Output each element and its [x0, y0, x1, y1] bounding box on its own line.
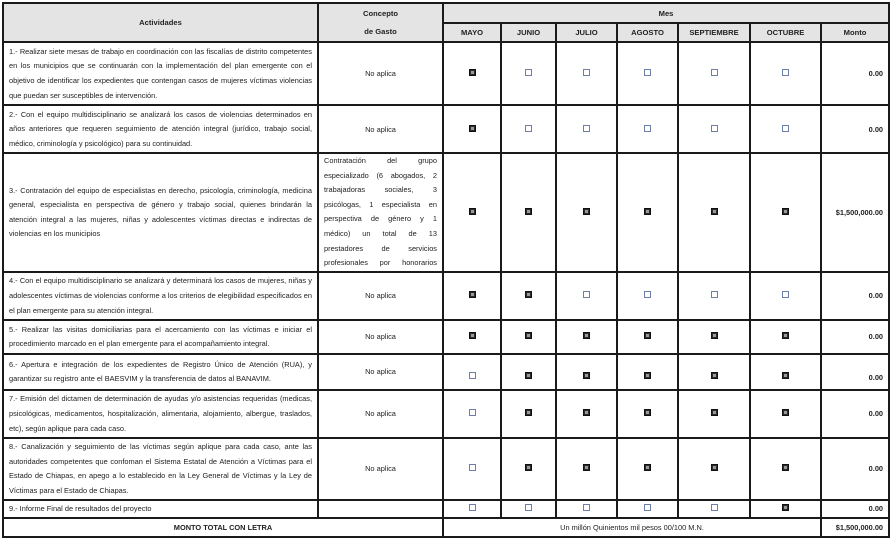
total-row [3, 518, 889, 537]
month-check-cell [443, 354, 501, 390]
month-check-cell [501, 390, 556, 438]
unchecked-box-icon[interactable] [469, 504, 476, 511]
table-row [3, 42, 889, 105]
month-check-cell [750, 153, 821, 272]
unchecked-box-icon[interactable] [644, 125, 651, 132]
table-row [3, 354, 889, 390]
concepto-cell: No aplica [318, 354, 443, 390]
month-check-cell [501, 500, 556, 518]
month-check-cell [678, 153, 750, 272]
month-check-cell [750, 272, 821, 320]
table-row [3, 438, 889, 500]
checked-box-icon[interactable] [782, 409, 789, 416]
concepto-cell: No aplica [318, 438, 443, 500]
checked-box-icon[interactable] [469, 291, 476, 298]
checked-box-icon[interactable] [525, 291, 532, 298]
header-concepto-line2: de Gasto [364, 26, 397, 36]
unchecked-box-icon[interactable] [644, 291, 651, 298]
header-concepto [318, 3, 443, 42]
total-label: MONTO TOTAL CON LETRA [3, 518, 443, 537]
header-concepto-line1: Concepto [362, 8, 398, 18]
checked-box-icon[interactable] [583, 372, 590, 379]
month-check-cell [617, 153, 678, 272]
unchecked-box-icon[interactable] [782, 69, 789, 76]
unchecked-box-icon[interactable] [469, 372, 476, 379]
concepto-cell: No aplica [318, 320, 443, 354]
activity-cell: 6.- Apertura e integración de los expedientes de Registro Único de Atención (RUA), y garantizar su registro ante el BAESVIM y la transferencia de datos al BANAVIM. [3, 354, 318, 390]
monto-cell: 0.00 [821, 42, 889, 105]
month-check-cell [556, 320, 617, 354]
month-check-cell [443, 390, 501, 438]
header-month-mayo: MAYO [443, 23, 501, 42]
month-check-cell [501, 438, 556, 500]
header-monto: Monto [821, 23, 889, 42]
checked-box-icon[interactable] [711, 208, 718, 215]
monto-cell: 0.00 [821, 438, 889, 500]
month-check-cell [443, 438, 501, 500]
month-check-cell [750, 390, 821, 438]
month-check-cell [750, 320, 821, 354]
month-check-cell [556, 272, 617, 320]
monto-cell: 0.00 [821, 500, 889, 518]
checked-box-icon[interactable] [525, 409, 532, 416]
month-check-cell [678, 42, 750, 105]
unchecked-box-icon[interactable] [583, 69, 590, 76]
unchecked-box-icon[interactable] [469, 409, 476, 416]
checked-box-icon[interactable] [644, 332, 651, 339]
checked-box-icon[interactable] [525, 372, 532, 379]
activity-cell: 8.- Canalización y seguimiento de las víctimas según aplique para cada caso, ante las autoridades competentes que confoman el Sistema Estatal de Atención a Víctimas para el Estado de Chiapas, en apego a lo establecido en la Ley General de Víctimas y la Ley de Víctimas para el Estado de Chiapas. [3, 438, 318, 500]
checked-box-icon[interactable] [711, 409, 718, 416]
activity-cell: 7.- Emisión del dictamen de determinación de ayudas y/o asistencias requeridas (medicas, psicológicas, medicamentos, hospitalización, alimentaria, alojamiento, albergue, traslados, etc), según aplique para cada caso. [3, 390, 318, 438]
unchecked-box-icon[interactable] [525, 125, 532, 132]
month-check-cell [556, 390, 617, 438]
activity-cell: 3.- Contratación del equipo de especialistas en derecho, psicología, criminología, medicina general, especialista en perspectiva de género y trabajo social, quienes brindarán la atención integral a las mujeres, niñas y adolescentes víctimas directas e indirectas de violencias en los municipios [3, 153, 318, 272]
activity-cell: 2.- Con el equipo multidisciplinario se analizará los casos de violencias determinados en años anteriores que requeren seguimiento de atención integral (jurídico, trabajo social, médico, criminología y psicológico) para su continuidad. [3, 105, 318, 153]
month-check-cell [556, 500, 617, 518]
month-check-cell [750, 354, 821, 390]
table-row [3, 500, 889, 518]
header-month-septiembre: SEPTIEMBRE [678, 23, 750, 42]
checked-box-icon[interactable] [469, 125, 476, 132]
month-check-cell [443, 272, 501, 320]
unchecked-box-icon[interactable] [711, 125, 718, 132]
month-check-cell [617, 390, 678, 438]
concepto-cell: No aplica [318, 272, 443, 320]
checked-box-icon[interactable] [583, 464, 590, 471]
monto-cell: 0.00 [821, 354, 889, 390]
header-actividades: Actividades [3, 3, 318, 42]
month-check-cell [556, 105, 617, 153]
checked-box-icon[interactable] [525, 464, 532, 471]
checked-box-icon[interactable] [583, 409, 590, 416]
month-check-cell [617, 42, 678, 105]
unchecked-box-icon[interactable] [782, 125, 789, 132]
concepto-cell: No aplica [318, 105, 443, 153]
table-row [3, 272, 889, 320]
monto-cell: 0.00 [821, 272, 889, 320]
month-check-cell [617, 105, 678, 153]
checked-box-icon[interactable] [525, 208, 532, 215]
checked-box-icon[interactable] [469, 208, 476, 215]
month-check-cell [617, 272, 678, 320]
monto-cell: $1,500,000.00 [821, 153, 889, 272]
month-check-cell [501, 105, 556, 153]
header-month-octubre: OCTUBRE [750, 23, 821, 42]
total-amount: $1,500,000.00 [821, 518, 889, 537]
month-check-cell [556, 153, 617, 272]
month-check-cell [750, 42, 821, 105]
concepto-line: trabajadoras sociales, 3 [324, 185, 437, 195]
unchecked-box-icon[interactable] [711, 69, 718, 76]
month-check-cell [617, 438, 678, 500]
month-check-cell [501, 354, 556, 390]
monto-cell: 0.00 [821, 320, 889, 354]
concepto-cell: No aplica [318, 42, 443, 105]
monto-cell: 0.00 [821, 390, 889, 438]
month-check-cell [678, 105, 750, 153]
checked-box-icon[interactable] [711, 372, 718, 379]
header-month-junio: JUNIO [501, 23, 556, 42]
monto-cell: 0.00 [821, 105, 889, 153]
concepto-line: prestadores de servicios [324, 243, 437, 253]
total-text: Un millón Quinientos mil pesos 00/100 M.N. [443, 518, 821, 537]
concepto-line: perspectiva de género y 1 [324, 214, 437, 224]
header-mes: Mes [443, 3, 889, 23]
table-row [3, 320, 889, 354]
unchecked-box-icon[interactable] [782, 291, 789, 298]
month-check-cell [678, 390, 750, 438]
table-row [3, 153, 889, 272]
unchecked-box-icon[interactable] [469, 464, 476, 471]
unchecked-box-icon[interactable] [583, 125, 590, 132]
month-check-cell [443, 500, 501, 518]
month-check-cell [750, 105, 821, 153]
unchecked-box-icon[interactable] [525, 69, 532, 76]
activities-table [2, 2, 890, 538]
checked-box-icon[interactable] [782, 464, 789, 471]
month-check-cell [443, 42, 501, 105]
month-check-cell [678, 500, 750, 518]
concepto-cell: No aplica [318, 390, 443, 438]
unchecked-box-icon[interactable] [583, 291, 590, 298]
month-check-cell [617, 320, 678, 354]
activity-cell: 1.- Realizar siete mesas de trabajo en coordinación con las fiscalías de distrito competentes en los municipios que se continuarán con la implementación del plan emergente con el objetivo de identificar los expedientes que contengan casos de mujeres víctimas violencias que puedan ser susceptibles de intervención. [3, 42, 318, 105]
checked-box-icon[interactable] [782, 504, 789, 511]
checked-box-icon[interactable] [525, 332, 532, 339]
checked-box-icon[interactable] [711, 332, 718, 339]
concepto-line: Contratación del grupo [324, 156, 437, 165]
month-check-cell [501, 153, 556, 272]
month-check-cell [678, 272, 750, 320]
month-check-cell [750, 500, 821, 518]
table-row [3, 390, 889, 438]
concepto-cell [318, 153, 443, 272]
month-check-cell [443, 320, 501, 354]
activity-cell: 5.- Realizar las visitas domiciliarias para el acercamiento con las víctimas e iniciar el procedimiento marcado en el plan emergente para el acompañamiento integral. [3, 320, 318, 354]
month-check-cell [501, 272, 556, 320]
checked-box-icon[interactable] [469, 332, 476, 339]
month-check-cell [617, 500, 678, 518]
header-month-agosto: AGOSTO [617, 23, 678, 42]
month-check-cell [501, 320, 556, 354]
unchecked-box-icon[interactable] [644, 69, 651, 76]
table-row [3, 105, 889, 153]
month-check-cell [678, 354, 750, 390]
checked-box-icon[interactable] [644, 208, 651, 215]
checked-box-icon[interactable] [583, 332, 590, 339]
checked-box-icon[interactable] [583, 208, 590, 215]
checked-box-icon[interactable] [782, 208, 789, 215]
month-check-cell [443, 153, 501, 272]
activity-cell: 4.- Con el equipo multidisciplinario se analizará y determinará los casos de mujeres, niñas y adolescentes víctimas de violencias conforme a los criterios de elegibilidad especificados en el plan emergente para su atención integral. [3, 272, 318, 320]
concepto-line: médico) un total de 13 [324, 228, 437, 238]
checked-box-icon[interactable] [711, 464, 718, 471]
month-check-cell [556, 42, 617, 105]
month-check-cell [678, 320, 750, 354]
concepto-cell [318, 500, 443, 518]
concepto-line: psicólogas, 1 especialista en [324, 199, 437, 209]
month-check-cell [556, 438, 617, 500]
unchecked-box-icon[interactable] [583, 504, 590, 511]
checked-box-icon[interactable] [644, 464, 651, 471]
checked-box-icon[interactable] [782, 372, 789, 379]
month-check-cell [443, 105, 501, 153]
concepto-line: profesionales por honorarios [324, 258, 437, 268]
month-check-cell [501, 42, 556, 105]
unchecked-box-icon[interactable] [711, 291, 718, 298]
month-check-cell [750, 438, 821, 500]
month-check-cell [617, 354, 678, 390]
checked-box-icon[interactable] [782, 332, 789, 339]
unchecked-box-icon[interactable] [525, 504, 532, 511]
concepto-line: especializado (6 abogados, 2 [324, 170, 437, 180]
checked-box-icon[interactable] [469, 69, 476, 76]
month-check-cell [678, 438, 750, 500]
unchecked-box-icon[interactable] [711, 504, 718, 511]
checked-box-icon[interactable] [644, 409, 651, 416]
unchecked-box-icon[interactable] [644, 504, 651, 511]
activity-cell: 9.- Informe Final de resultados del proyecto [3, 500, 318, 518]
month-check-cell [556, 354, 617, 390]
header-month-julio: JULIO [556, 23, 617, 42]
checked-box-icon[interactable] [644, 372, 651, 379]
